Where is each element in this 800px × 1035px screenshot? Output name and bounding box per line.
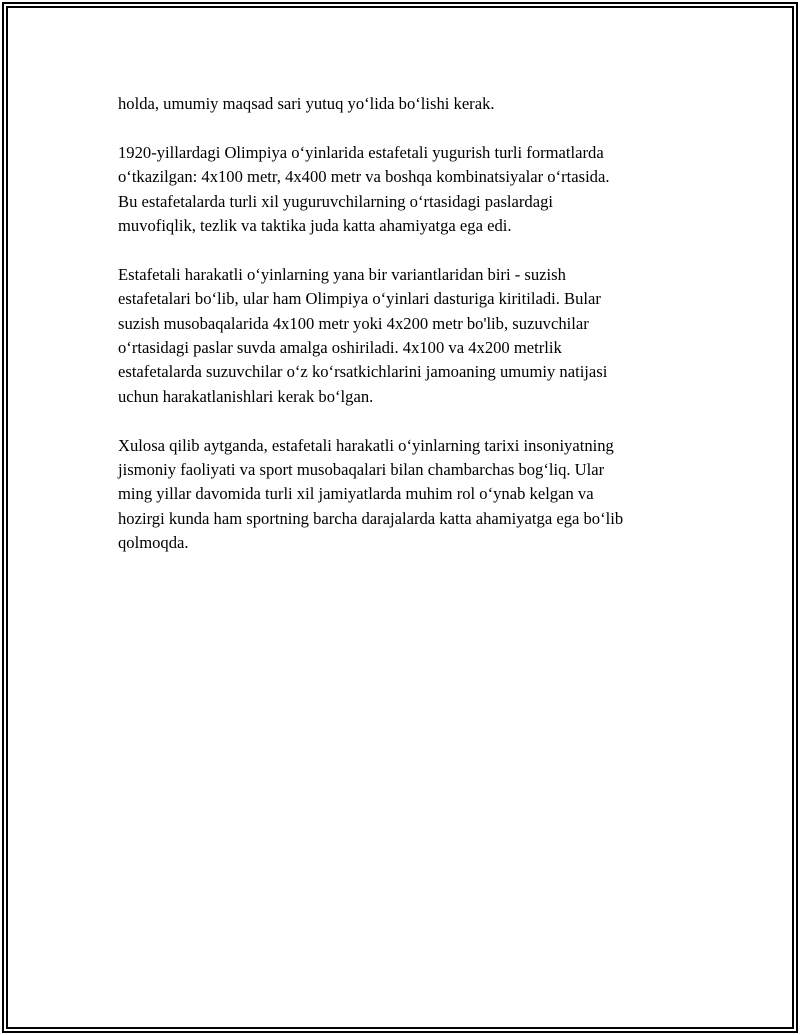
- paragraph-olympics-running-relays: 1920-yillardagi Olimpiya oʻyinlarida estafetali yugurish turli formatlarda oʻtkazilgan: 4x100 metr, 4x400 metr va boshqa kombinatsiyalar oʻrtasida. Bu estafetalarda turli xil yuguruvchilarning oʻrtasidagi paslardagi muvofiqlik, tezlik va taktika juda katta ahamiyatga ega edi.: [118, 142, 610, 236]
- paragraph-conclusion: Xulosa qilib aytganda, estafetali harakatli oʻyinlarning tarixi insoniyatning jismoniy faoliyati va sport musobaqalari bilan chambarchas bogʻliq. Ular ming yillar davomida turli xil jamiyatlarda muhim rol oʻynab kelgan va hozirgi kunda ham sportning barcha darajalarda katta ahamiyatga ega boʻlib qolmoqda.: [118, 435, 624, 553]
- document-body: [118, 92, 698, 580]
- paragraph-swimming-relays: Estafetali harakatli oʻyinlarning yana bir variantlaridan biri - suzish estafetalari boʻlib, ular ham Olimpiya oʻyinlari dasturiga kiritiladi. Bular suzish musobaqalarida 4x100 metr yoki 4x200 metr bo'lib, suzuvchilar oʻrtasidagi paslar suvda amalga oshiriladi. 4x100 va 4x200 metrlik estafetalarda suzuvchilar oʻz koʻrsatkichlarini jamoaning umumiy natijasi uchun harakatlanishlari kerak boʻlgan.: [118, 264, 608, 406]
- paragraph-continuation: holda, umumiy maqsad sari yutuq yoʻlida boʻlishi kerak.: [118, 94, 495, 113]
